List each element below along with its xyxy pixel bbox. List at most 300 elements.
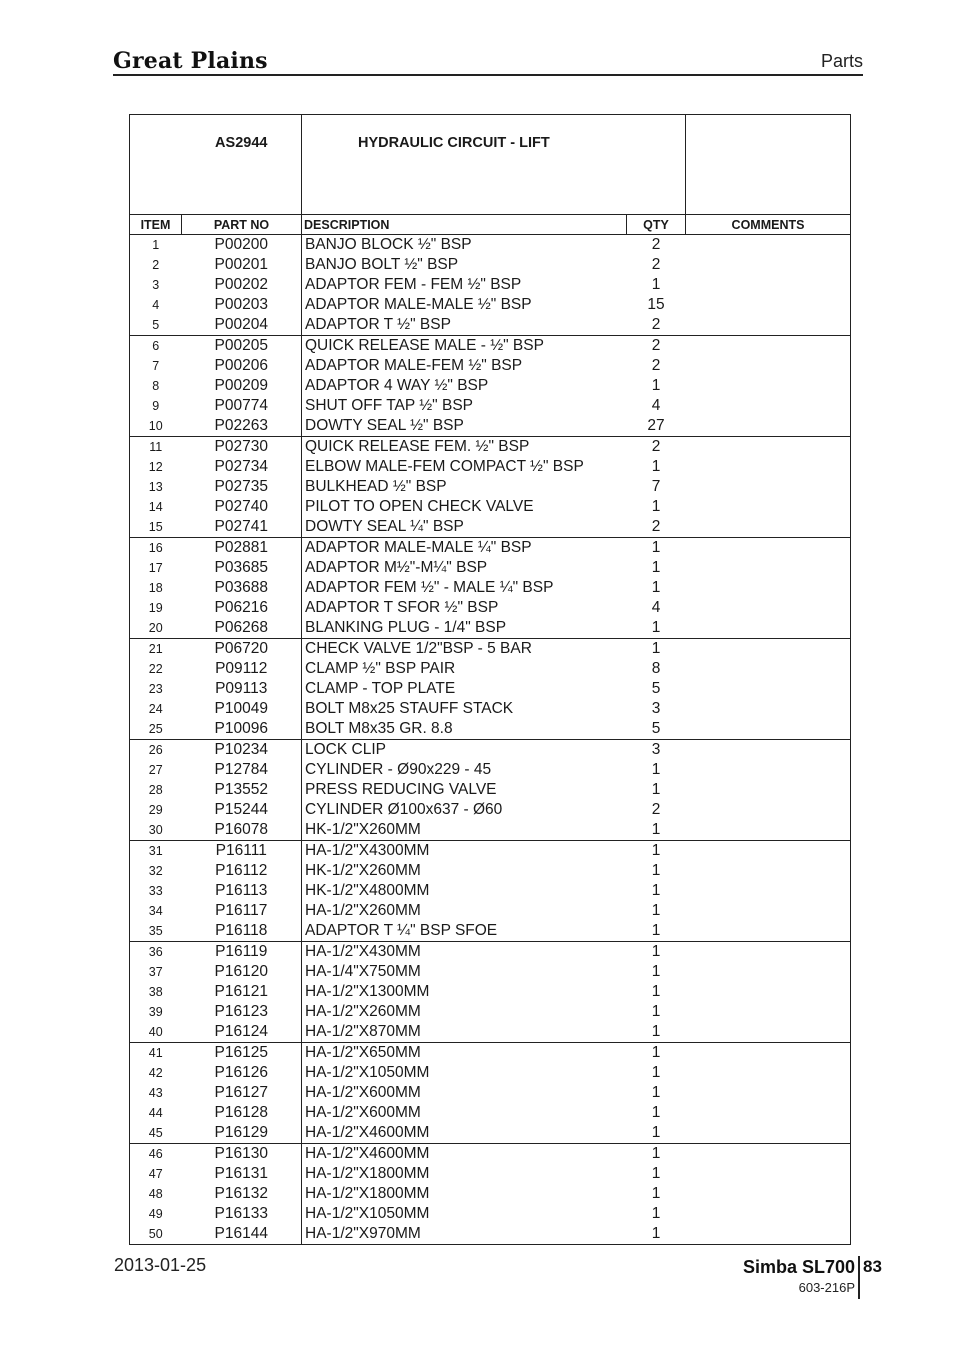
comments-cell <box>686 255 851 275</box>
table-row <box>130 861 851 881</box>
footer-date: 2013-01-25 <box>114 1255 207 1275</box>
comments-cell <box>686 760 851 780</box>
comments-cell <box>686 659 851 679</box>
item-number: 20 <box>130 618 182 639</box>
quantity: 1 <box>651 559 661 576</box>
comments-cell <box>686 457 851 477</box>
part-number: P16121 <box>182 982 302 1002</box>
comments-cell <box>686 1123 851 1144</box>
part-description: SHUT OFF TAP ½" BSP <box>302 396 627 416</box>
item-number: 23 <box>130 679 182 699</box>
item-number: 15 <box>130 517 182 538</box>
part-description: HA-1/2"X600MM <box>302 1083 627 1103</box>
quantity: 1 <box>651 276 661 293</box>
comments-cell <box>686 295 851 315</box>
table-row <box>130 1123 851 1144</box>
header-rule <box>113 74 863 76</box>
part-number: P00204 <box>182 315 302 336</box>
item-number: 47 <box>130 1164 182 1184</box>
table-row <box>130 881 851 901</box>
comments-cell <box>686 841 851 862</box>
part-number: P12784 <box>182 760 302 780</box>
table-row <box>130 598 851 618</box>
quantity: 1 <box>651 1104 661 1121</box>
table-row <box>130 1164 851 1184</box>
part-number: P16120 <box>182 962 302 982</box>
quantity: 2 <box>651 518 661 535</box>
table-row <box>130 396 851 416</box>
comments-cell <box>686 315 851 336</box>
item-number: 19 <box>130 598 182 618</box>
table-row <box>130 780 851 800</box>
comments-cell <box>686 1002 851 1022</box>
table-row <box>130 820 851 841</box>
quantity: 1 <box>651 458 661 475</box>
table-row <box>130 679 851 699</box>
comments-cell <box>686 235 851 256</box>
part-description: HA-1/2"X260MM <box>302 901 627 921</box>
part-number: P16113 <box>182 881 302 901</box>
comments-cell <box>686 962 851 982</box>
part-description: HA-1/2"X600MM <box>302 1103 627 1123</box>
part-description: HA-1/2"X1300MM <box>302 982 627 1002</box>
quantity: 3 <box>627 740 686 761</box>
part-description: HA-1/2"X260MM <box>302 1002 627 1022</box>
quantity: 15 <box>647 296 665 313</box>
comments-cell <box>686 982 851 1002</box>
item-number: 39 <box>130 1002 182 1022</box>
item-number: 3 <box>130 275 182 295</box>
quantity: 1 <box>651 862 661 879</box>
quantity: 1 <box>651 902 661 919</box>
comments-cell <box>686 820 851 841</box>
quantity: 1 <box>651 1185 661 1202</box>
part-number: P02734 <box>182 457 302 477</box>
col-comments: COMMENTS <box>686 215 851 235</box>
part-description: HA-1/2"X1800MM <box>302 1164 627 1184</box>
quantity: 1 <box>651 983 661 1000</box>
table-row <box>130 477 851 497</box>
quantity: 7 <box>651 478 661 495</box>
quantity: 1 <box>627 1043 686 1064</box>
comments-cell <box>686 416 851 437</box>
quantity: 1 <box>651 1003 661 1020</box>
table-row <box>130 336 851 357</box>
part-description: ADAPTOR M½"-M¼" BSP <box>302 558 627 578</box>
table-row <box>130 719 851 740</box>
item-number: 31 <box>130 841 182 862</box>
quantity: 1 <box>651 821 661 838</box>
part-number: P02263 <box>182 416 302 437</box>
comments-cell <box>686 1184 851 1204</box>
part-number: P16133 <box>182 1204 302 1224</box>
part-number: P09113 <box>182 679 302 699</box>
comments-cell <box>686 901 851 921</box>
item-number: 48 <box>130 1184 182 1204</box>
table-row <box>130 921 851 942</box>
table-row <box>130 356 851 376</box>
item-number: 49 <box>130 1204 182 1224</box>
item-number: 16 <box>130 538 182 559</box>
comments-cell <box>686 881 851 901</box>
item-number: 14 <box>130 497 182 517</box>
part-description: HA-1/2"X870MM <box>302 1022 627 1043</box>
part-number: P02735 <box>182 477 302 497</box>
comments-cell <box>686 1144 851 1165</box>
assembly-title: HYDRAULIC CIRCUIT - LIFT <box>302 115 686 215</box>
item-number: 17 <box>130 558 182 578</box>
part-description: HA-1/2"X430MM <box>302 942 627 963</box>
part-number: P16127 <box>182 1083 302 1103</box>
item-number: 43 <box>130 1083 182 1103</box>
item-number: 29 <box>130 800 182 820</box>
quantity: 8 <box>651 660 661 677</box>
item-number: 10 <box>130 416 182 437</box>
comments-cell <box>686 275 851 295</box>
item-number: 24 <box>130 699 182 719</box>
quantity: 1 <box>651 922 661 939</box>
part-description: HA-1/2"X4300MM <box>302 841 627 862</box>
item-number: 5 <box>130 315 182 336</box>
item-number: 32 <box>130 861 182 881</box>
quantity: 1 <box>651 498 661 515</box>
table-row <box>130 1224 851 1245</box>
comments-cell <box>686 437 851 458</box>
table-row <box>130 497 851 517</box>
item-number: 25 <box>130 719 182 740</box>
part-description: ADAPTOR FEM ½" - MALE ¼" BSP <box>302 578 627 598</box>
quantity: 27 <box>647 417 665 434</box>
quantity: 1 <box>651 579 661 596</box>
quantity: 1 <box>627 639 686 660</box>
item-number: 7 <box>130 356 182 376</box>
table-row <box>130 800 851 820</box>
part-number: P10049 <box>182 699 302 719</box>
item-number: 9 <box>130 396 182 416</box>
item-number: 37 <box>130 962 182 982</box>
part-description: CHECK VALVE 1/2"BSP - 5 BAR <box>302 639 627 660</box>
part-description: ADAPTOR T ¼" BSP SFOE <box>302 921 627 942</box>
part-number: P16124 <box>182 1022 302 1043</box>
part-number: P15244 <box>182 800 302 820</box>
section-title: Parts <box>820 51 863 71</box>
part-description: DOWTY SEAL ¼" BSP <box>302 517 627 538</box>
quantity: 1 <box>651 1023 661 1040</box>
comments-cell <box>686 336 851 357</box>
part-description: HA-1/2"X1050MM <box>302 1204 627 1224</box>
comments-cell <box>686 639 851 660</box>
table-row <box>130 618 851 639</box>
page-number: 83 <box>863 1257 882 1276</box>
quantity: 2 <box>627 336 686 357</box>
part-description: HA-1/4"X750MM <box>302 962 627 982</box>
quantity: 2 <box>651 236 661 253</box>
table-row <box>130 1022 851 1043</box>
part-description: HK-1/2"X260MM <box>302 820 627 841</box>
part-number: P00202 <box>182 275 302 295</box>
item-number: 21 <box>130 639 182 660</box>
part-number: P00206 <box>182 356 302 376</box>
part-number: P16129 <box>182 1123 302 1144</box>
table-row <box>130 255 851 275</box>
quantity: 1 <box>651 1064 661 1081</box>
item-number: 22 <box>130 659 182 679</box>
comments-cell <box>686 538 851 559</box>
comments-cell <box>686 356 851 376</box>
item-number: 6 <box>130 336 182 357</box>
quantity: 1 <box>651 1165 661 1182</box>
part-description: ADAPTOR FEM - FEM ½" BSP <box>302 275 627 295</box>
col-item: ITEM <box>130 215 182 235</box>
part-number: P16126 <box>182 1063 302 1083</box>
part-description: HA-1/2"X4600MM <box>302 1123 627 1144</box>
assembly-header-row <box>130 115 851 215</box>
assembly-spacer <box>130 115 182 215</box>
table-row <box>130 538 851 559</box>
table-row <box>130 982 851 1002</box>
part-number: P00203 <box>182 295 302 315</box>
table-row <box>130 962 851 982</box>
part-number: P16112 <box>182 861 302 881</box>
part-description: ADAPTOR MALE-FEM ½" BSP <box>302 356 627 376</box>
item-number: 33 <box>130 881 182 901</box>
part-description: LOCK CLIP <box>302 740 627 761</box>
part-number: P06268 <box>182 618 302 639</box>
part-number: P16111 <box>182 841 302 862</box>
table-row <box>130 275 851 295</box>
quantity: 4 <box>651 599 661 616</box>
part-description: DOWTY SEAL ½" BSP <box>302 416 627 437</box>
comments-cell <box>686 719 851 740</box>
table-row <box>130 841 851 862</box>
part-description: CYLINDER - Ø90x229 - 45 <box>302 760 627 780</box>
item-number: 30 <box>130 820 182 841</box>
footer-model: Simba SL700 <box>742 1257 855 1277</box>
table-row <box>130 1204 851 1224</box>
part-number: P02740 <box>182 497 302 517</box>
comments-cell <box>686 942 851 963</box>
table-row <box>130 517 851 538</box>
part-description: HA-1/2"X1050MM <box>302 1063 627 1083</box>
comments-cell <box>686 1103 851 1123</box>
part-number: P16125 <box>182 1043 302 1064</box>
quantity: 1 <box>651 619 661 636</box>
item-number: 36 <box>130 942 182 963</box>
part-number: P03688 <box>182 578 302 598</box>
comments-cell <box>686 1164 851 1184</box>
part-description: CLAMP ½" BSP PAIR <box>302 659 627 679</box>
comments-cell <box>686 861 851 881</box>
table-row <box>130 1043 851 1064</box>
quantity: 1 <box>651 761 661 778</box>
table-row <box>130 901 851 921</box>
part-description: ADAPTOR T ½" BSP <box>302 315 627 336</box>
item-number: 2 <box>130 255 182 275</box>
part-description: QUICK RELEASE MALE - ½" BSP <box>302 336 627 357</box>
comments-cell <box>686 578 851 598</box>
part-number: P10234 <box>182 740 302 761</box>
part-description: BLANKING PLUG - 1/4" BSP <box>302 618 627 639</box>
part-description: QUICK RELEASE FEM. ½" BSP <box>302 437 627 458</box>
part-description: CYLINDER Ø100x637 - Ø60 <box>302 800 627 820</box>
part-number: P06216 <box>182 598 302 618</box>
part-description: HK-1/2"X260MM <box>302 861 627 881</box>
comments-cell <box>686 598 851 618</box>
table-row <box>130 437 851 458</box>
comments-cell <box>686 558 851 578</box>
item-number: 8 <box>130 376 182 396</box>
table-row <box>130 942 851 963</box>
part-number: P16118 <box>182 921 302 942</box>
part-description: BANJO BLOCK ½" BSP <box>302 235 627 256</box>
item-number: 28 <box>130 780 182 800</box>
quantity: 2 <box>651 316 661 333</box>
part-description: ADAPTOR MALE-MALE ¼" BSP <box>302 538 627 559</box>
part-number: P00201 <box>182 255 302 275</box>
comments-cell <box>686 396 851 416</box>
part-description: BANJO BOLT ½" BSP <box>302 255 627 275</box>
quantity: 2 <box>651 801 661 818</box>
part-description: PRESS REDUCING VALVE <box>302 780 627 800</box>
quantity: 4 <box>651 397 661 414</box>
quantity: 1 <box>651 963 661 980</box>
item-number: 11 <box>130 437 182 458</box>
part-description: ADAPTOR MALE-MALE ½" BSP <box>302 295 627 315</box>
table-row <box>130 1063 851 1083</box>
part-number: P16144 <box>182 1224 302 1245</box>
parts-table <box>129 114 851 1245</box>
part-description: ADAPTOR T SFOR ½" BSP <box>302 598 627 618</box>
comments-cell <box>686 376 851 396</box>
table-row <box>130 760 851 780</box>
table-row <box>130 295 851 315</box>
part-number: P02730 <box>182 437 302 458</box>
comments-cell <box>686 1083 851 1103</box>
item-number: 50 <box>130 1224 182 1245</box>
quantity: 1 <box>651 882 661 899</box>
comments-cell <box>686 921 851 942</box>
part-description: BULKHEAD ½" BSP <box>302 477 627 497</box>
item-number: 4 <box>130 295 182 315</box>
table-row <box>130 457 851 477</box>
item-number: 40 <box>130 1022 182 1043</box>
table-row <box>130 1103 851 1123</box>
comments-cell <box>686 1204 851 1224</box>
quantity: 1 <box>651 377 661 394</box>
assembly-comments-cell <box>686 115 851 215</box>
comments-cell <box>686 517 851 538</box>
part-description: BOLT M8x25 STAUFF STACK <box>302 699 627 719</box>
quantity: 1 <box>627 1144 686 1165</box>
table-row <box>130 1144 851 1165</box>
table-row <box>130 235 851 256</box>
part-description: HA-1/2"X650MM <box>302 1043 627 1064</box>
quantity: 1 <box>651 1124 661 1141</box>
comments-cell <box>686 780 851 800</box>
part-description: ELBOW MALE-FEM COMPACT ½" BSP <box>302 457 627 477</box>
comments-cell <box>686 1224 851 1245</box>
table-row <box>130 558 851 578</box>
table-row <box>130 699 851 719</box>
table-row <box>130 315 851 336</box>
quantity: 1 <box>651 781 661 798</box>
part-number: P16123 <box>182 1002 302 1022</box>
part-number: P16078 <box>182 820 302 841</box>
quantity: 2 <box>651 357 661 374</box>
part-number: P16119 <box>182 942 302 963</box>
part-number: P16128 <box>182 1103 302 1123</box>
part-description: CLAMP - TOP PLATE <box>302 679 627 699</box>
table-row <box>130 1083 851 1103</box>
quantity: 5 <box>651 720 661 737</box>
part-description: PILOT TO OPEN CHECK VALVE <box>302 497 627 517</box>
table-row <box>130 416 851 437</box>
quantity: 1 <box>627 942 686 963</box>
item-number: 46 <box>130 1144 182 1165</box>
assembly-number: AS2944 <box>182 115 302 215</box>
quantity: 1 <box>627 1224 686 1245</box>
part-description: HA-1/2"X1800MM <box>302 1184 627 1204</box>
quantity: 1 <box>651 1205 661 1222</box>
item-number: 1 <box>130 235 182 256</box>
quantity: 1 <box>627 841 686 862</box>
column-header-row <box>130 215 851 235</box>
table-row <box>130 578 851 598</box>
part-number: P02881 <box>182 538 302 559</box>
part-description: HA-1/2"X4600MM <box>302 1144 627 1165</box>
item-number: 45 <box>130 1123 182 1144</box>
item-number: 42 <box>130 1063 182 1083</box>
table-row <box>130 1184 851 1204</box>
part-number: P09112 <box>182 659 302 679</box>
part-number: P16130 <box>182 1144 302 1165</box>
item-number: 35 <box>130 921 182 942</box>
item-number: 18 <box>130 578 182 598</box>
part-description: HK-1/2"X4800MM <box>302 881 627 901</box>
part-number: P02741 <box>182 517 302 538</box>
comments-cell <box>686 1043 851 1064</box>
quantity: 1 <box>627 538 686 559</box>
item-number: 34 <box>130 901 182 921</box>
part-description: HA-1/2"X970MM <box>302 1224 627 1245</box>
comments-cell <box>686 1022 851 1043</box>
brand-logo: Great Plains <box>113 48 268 74</box>
col-part-no: PART NO <box>182 215 302 235</box>
table-row <box>130 1002 851 1022</box>
item-number: 13 <box>130 477 182 497</box>
quantity: 2 <box>651 256 661 273</box>
part-number: P00205 <box>182 336 302 357</box>
table-row <box>130 639 851 660</box>
table-row <box>130 659 851 679</box>
table-row <box>130 376 851 396</box>
part-number: P16132 <box>182 1184 302 1204</box>
item-number: 38 <box>130 982 182 1002</box>
quantity: 5 <box>651 680 661 697</box>
item-number: 27 <box>130 760 182 780</box>
part-number: P16117 <box>182 901 302 921</box>
quantity: 1 <box>651 1084 661 1101</box>
item-number: 12 <box>130 457 182 477</box>
document-number: 603-216P <box>798 1280 855 1295</box>
part-number: P13552 <box>182 780 302 800</box>
item-number: 41 <box>130 1043 182 1064</box>
item-number: 44 <box>130 1103 182 1123</box>
quantity: 2 <box>627 437 686 458</box>
comments-cell <box>686 699 851 719</box>
comments-cell <box>686 740 851 761</box>
comments-cell <box>686 1063 851 1083</box>
